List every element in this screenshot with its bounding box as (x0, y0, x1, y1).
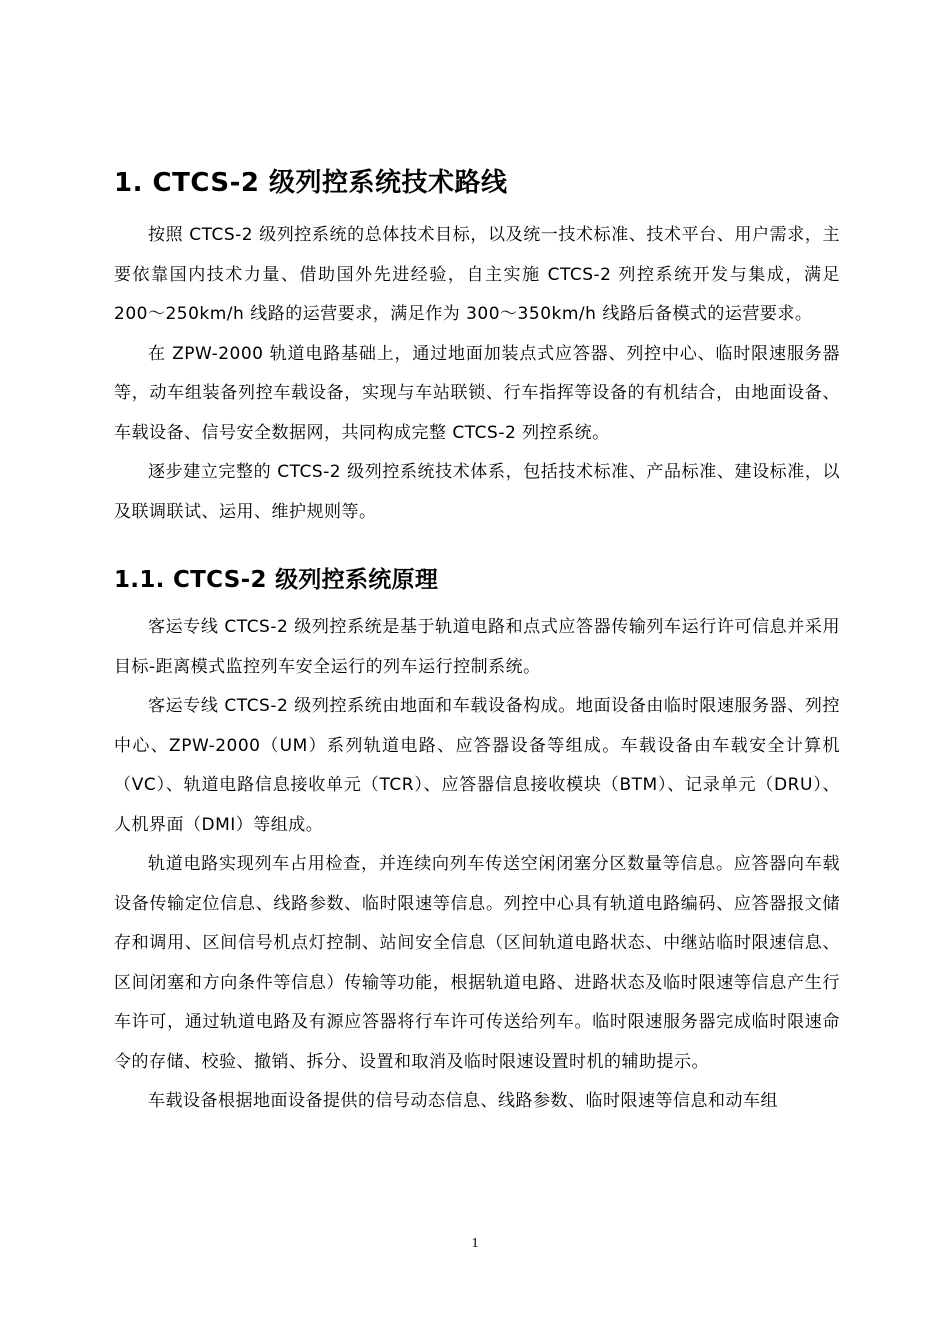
section-1-paragraph-1: 按照 CTCS-2 级列控系统的总体技术目标，以及统一技术标准、技术平台、用户需求，主要依靠国内技术力量、借助国外先进经验，自主实施 CTCS-2 列控系统开发与集成，满足 200～250km/h 线路的运营要求，满足作为 300～350km/h 线路后备模式的运营要求。 (114, 225, 840, 324)
section-1-1-paragraph-1: 客运专线 CTCS-2 级列控系统是基于轨道电路和点式应答器传输列车运行许可信息并采用目标-距离模式监控列车安全运行的列车运行控制系统。 (114, 617, 840, 677)
section-1-paragraph-2: 在 ZPW-2000 轨道电路基础上，通过地面加装点式应答器、列控中心、临时限速服务器等，动车组装备列控车载设备，实现与车站联锁、行车指挥等设备的有机结合，由地面设备、车载设备、信号安全数据网，共同构成完整 CTCS-2 列控系统。 (114, 343, 840, 443)
section-1-1-body (114, 608, 840, 1122)
section-1-1-paragraph-3: 轨道电路实现列车占用检查，并连续向列车传送空闲闭塞分区数量等信息。应答器向车载设备传输定位信息、线路参数、临时限速等信息。列控中心具有轨道电路编码、应答器报文储存和调用、区间信号机点灯控制、站间安全信息（区间轨道电路状态、中继站临时限速信息、区间闭塞和方向条件等信息）传输等功能，根据轨道电路、进路状态及临时限速等信息产生行车许可，通过轨道电路及有源应答器将行车许可传送给列车。临时限速服务器完成临时限速命令的存储、校验、撤销、拆分、设置和取消及临时限速设置时机的辅助提示。 (114, 854, 840, 1072)
section-1-1-paragraph-4: 车载设备根据地面设备提供的信号动态信息、线路参数、临时限速等信息和动车组 (148, 1091, 778, 1111)
section-1-1-paragraph-2: 客运专线 CTCS-2 级列控系统由地面和车载设备构成。地面设备由临时限速服务器、列控中心、ZPW-2000（UM）系列轨道电路、应答器设备等组成。车载设备由车载安全计算机（VC）、轨道电路信息接收单元（TCR）、应答器信息接收模块（BTM）、记录单元（DRU）、人机界面（DMI）等组成。 (114, 696, 840, 835)
section-1-heading: 1. CTCS-2 级列控系统技术路线 (114, 168, 508, 198)
section-1-1-heading: 1.1. CTCS-2 级列控系统原理 (114, 567, 439, 593)
page-number: 1 (471, 1236, 479, 1251)
section-1-body (114, 216, 840, 532)
section-1-paragraph-3: 逐步建立完整的 CTCS-2 级列控系统技术体系，包括技术标准、产品标准、建设标准，以及联调联试、运用、维护规则等。 (114, 462, 840, 522)
page-content (114, 158, 840, 1122)
